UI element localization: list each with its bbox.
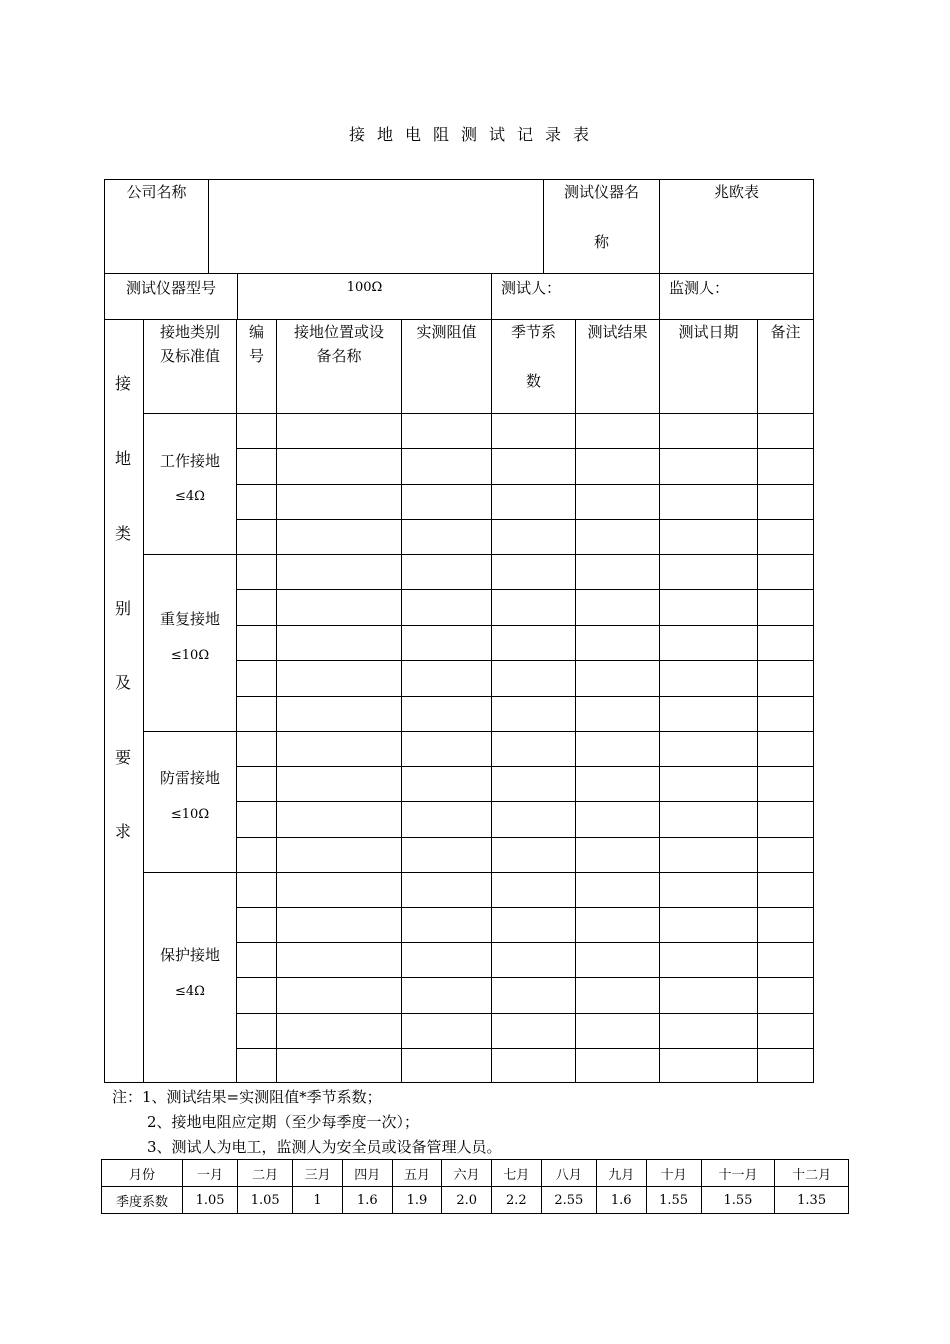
instrument-name-label: 测试仪器名 <box>563 183 639 201</box>
side-label-char: 类 <box>114 524 131 543</box>
company-name-label: 公司名称 <box>126 183 187 201</box>
side-label-char: 地 <box>114 449 131 468</box>
column-header-season: 季节系 <box>510 323 556 341</box>
column-header-remark: 备注 <box>770 323 801 341</box>
column-header-location <box>277 320 401 368</box>
group-standard-repeated: ≤10Ω <box>170 648 210 663</box>
month-cell: 八月 <box>541 1160 596 1187</box>
instrument-name-label-cont: 称 <box>593 233 609 251</box>
coefficient-cell: 1.35 <box>775 1187 849 1214</box>
coefficient-cell: 2.2 <box>492 1187 542 1214</box>
instrument-model-value: 100Ω <box>346 280 383 295</box>
column-header-date: 测试日期 <box>678 323 739 341</box>
instrument-name-value: 兆欧表 <box>713 183 759 201</box>
group-standard-lightning: ≤10Ω <box>170 807 210 822</box>
table-row <box>102 1160 849 1187</box>
month-cell: 二月 <box>238 1160 293 1187</box>
coefficient-cell: 1 <box>293 1187 343 1214</box>
month-cell: 五月 <box>392 1160 442 1187</box>
coefficient-cell: 1.05 <box>238 1187 293 1214</box>
column-header-result: 测试结果 <box>587 323 648 341</box>
column-header-measured: 实测阻值 <box>416 323 477 341</box>
group-standard-working: ≤4Ω <box>175 489 205 504</box>
column-header-category-line2: 及标准值 <box>159 347 220 365</box>
coefficient-cell: 2.55 <box>541 1187 596 1214</box>
side-label-char: 别 <box>114 599 131 618</box>
coefficient-cell: 1.55 <box>646 1187 701 1214</box>
month-cell: 九月 <box>596 1160 646 1187</box>
month-cell: 三月 <box>293 1160 343 1187</box>
column-header-category <box>144 320 236 368</box>
month-cell: 一月 <box>183 1160 238 1187</box>
note-2: 2、接地电阻应定期（至少每季度一次）； <box>147 1113 420 1131</box>
coefficient-cell: 1.9 <box>392 1187 442 1214</box>
column-header-number <box>237 320 276 368</box>
side-label-char: 接 <box>114 374 131 393</box>
coefficient-cell: 1.6 <box>596 1187 646 1214</box>
group-name-protective: 保护接地 <box>159 946 220 964</box>
month-cell: 四月 <box>342 1160 392 1187</box>
group-name-lightning: 防雷接地 <box>159 769 220 787</box>
month-cell: 七月 <box>492 1160 542 1187</box>
side-label-char: 要 <box>114 748 131 767</box>
group-name-repeated: 重复接地 <box>159 610 220 628</box>
coefficient-cell: 1.55 <box>701 1187 775 1214</box>
column-header-season-cont: 数 <box>525 372 541 390</box>
column-header-category-line1: 接地类别 <box>159 323 220 341</box>
note-1: 注：1、测试结果=实测阻值*季节系数； <box>112 1088 382 1106</box>
seasonal-coefficient-table <box>101 1159 849 1214</box>
month-cell: 十月 <box>646 1160 701 1187</box>
coefficient-cell: 2.0 <box>442 1187 492 1214</box>
instrument-model-label: 测试仪器型号 <box>125 279 216 297</box>
month-header-label: 月份 <box>102 1160 183 1187</box>
group-standard-protective: ≤4Ω <box>175 984 205 999</box>
note-3: 3、测试人为电工，监测人为安全员或设备管理人员。 <box>147 1138 502 1156</box>
column-header-location-line2: 备名称 <box>316 347 362 365</box>
monitor-label: 监测人： <box>669 279 730 297</box>
coefficient-cell: 1.05 <box>183 1187 238 1214</box>
coefficient-header-label: 季度系数 <box>102 1187 183 1214</box>
tester-label: 测试人： <box>501 279 562 297</box>
column-header-number-line2: 号 <box>248 347 264 365</box>
side-label-char: 求 <box>114 822 131 841</box>
table-row <box>102 1187 849 1214</box>
column-header-location-line1: 接地位置或设 <box>293 323 384 341</box>
page-title: 接地电阻测试记录表 <box>348 125 601 144</box>
month-cell: 十一月 <box>701 1160 775 1187</box>
coefficient-cell: 1.6 <box>342 1187 392 1214</box>
month-cell: 六月 <box>442 1160 492 1187</box>
column-header-number-line1: 编 <box>248 323 264 341</box>
month-cell: 十二月 <box>775 1160 849 1187</box>
side-label-char: 及 <box>114 673 131 692</box>
group-name-working: 工作接地 <box>159 452 220 470</box>
